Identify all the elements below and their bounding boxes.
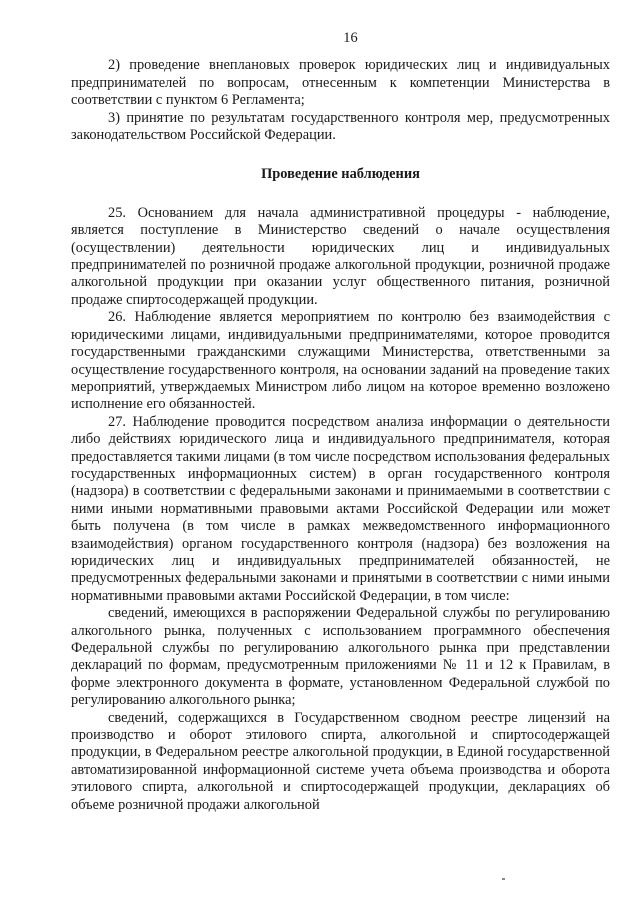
paragraph-25: 25. Основанием для начала административной процедуры - наблюдение, является поступление в Министерство сведений о начале осуществления (осуществлении) деятельности юридических лиц и индивидуальных предпринимателей по розничной продаже алкогольной продукции, розничной продаже алкогольной продукции при оказании услуг общественного питания, розничной продаже спиртосодержащей продукции. bbox=[71, 204, 610, 308]
paragraph-item-2: 2) проведение внеплановых проверок юридических лиц и индивидуальных предпринимателей по вопросам, отнесенным к компетенции Министерства в соответствии с пунктом 6 Регламента; bbox=[71, 57, 610, 109]
page-number: 16 bbox=[343, 30, 358, 46]
paragraph-registry-info: сведений, содержащихся в Государственном сводном реестре лицензий на производство и оборот этилового спирта, алкогольной и спиртосодержащей продукции, в Федеральном реестре алкогольной продукции, в Единой государственной автоматизированной информационной системе учета объема производства и оборота этилового спирта, алкогольной и спиртосодержащей продукции, декларациях об объеме розничной продажи алкогольной bbox=[71, 709, 610, 813]
scan-speck bbox=[502, 878, 505, 880]
section-heading: Проведение наблюдения bbox=[261, 166, 420, 183]
paragraph-fsrar-info: сведений, имеющихся в распоряжении Федеральной службы по регулированию алкогольного рынка, полученных с использованием программного обеспечения Федеральной службы по регулированию алкогольного рынка при представлении деклараций по формам, предусмотренным приложениями № 11 и 12 к Правилам, в форме электронного документа в формате, установленном Федеральной службой по регулированию алкогольного рынка; bbox=[71, 605, 610, 709]
paragraph-27: 27. Наблюдение проводится посредством анализа информации о деятельности либо действиях юридического лица и индивидуального предпринимателя, которая предоставляется такими лицами (в том числе посредством использования федеральных государственных информационных систем) в орган государственного контроля (надзора) в соответствии с федеральными законами и принимаемыми в соответствии с ними иными нормативными правовыми актами Российской Федерации или может быть получена (в том числе в рамках межведомственного информационного взаимодействия) органом государственного контроля (надзора) без возложения на юридических лиц и индивидуальных предпринимателей обязанностей, не предусмотренных федеральными законами и принятыми в соответствии с ними иными нормативными правовыми актами Российской Федерации, в том числе: bbox=[71, 413, 610, 604]
paragraph-26: 26. Наблюдение является мероприятием по контролю без взаимодействия с юридическими лицами, индивидуальными предпринимателями, которое проводится государственными гражданскими служащими Министерства, ответственными за осуществление государственного контроля, на основании заданий на проведение таких мероприятий, утверждаемых Министром либо лицом на которое временно возложено исполнение его обязанностей. bbox=[71, 309, 610, 413]
paragraph-item-3: 3) принятие по результатам государственного контроля мер, предусмотренных законодательством Российской Федерации. bbox=[71, 109, 610, 144]
